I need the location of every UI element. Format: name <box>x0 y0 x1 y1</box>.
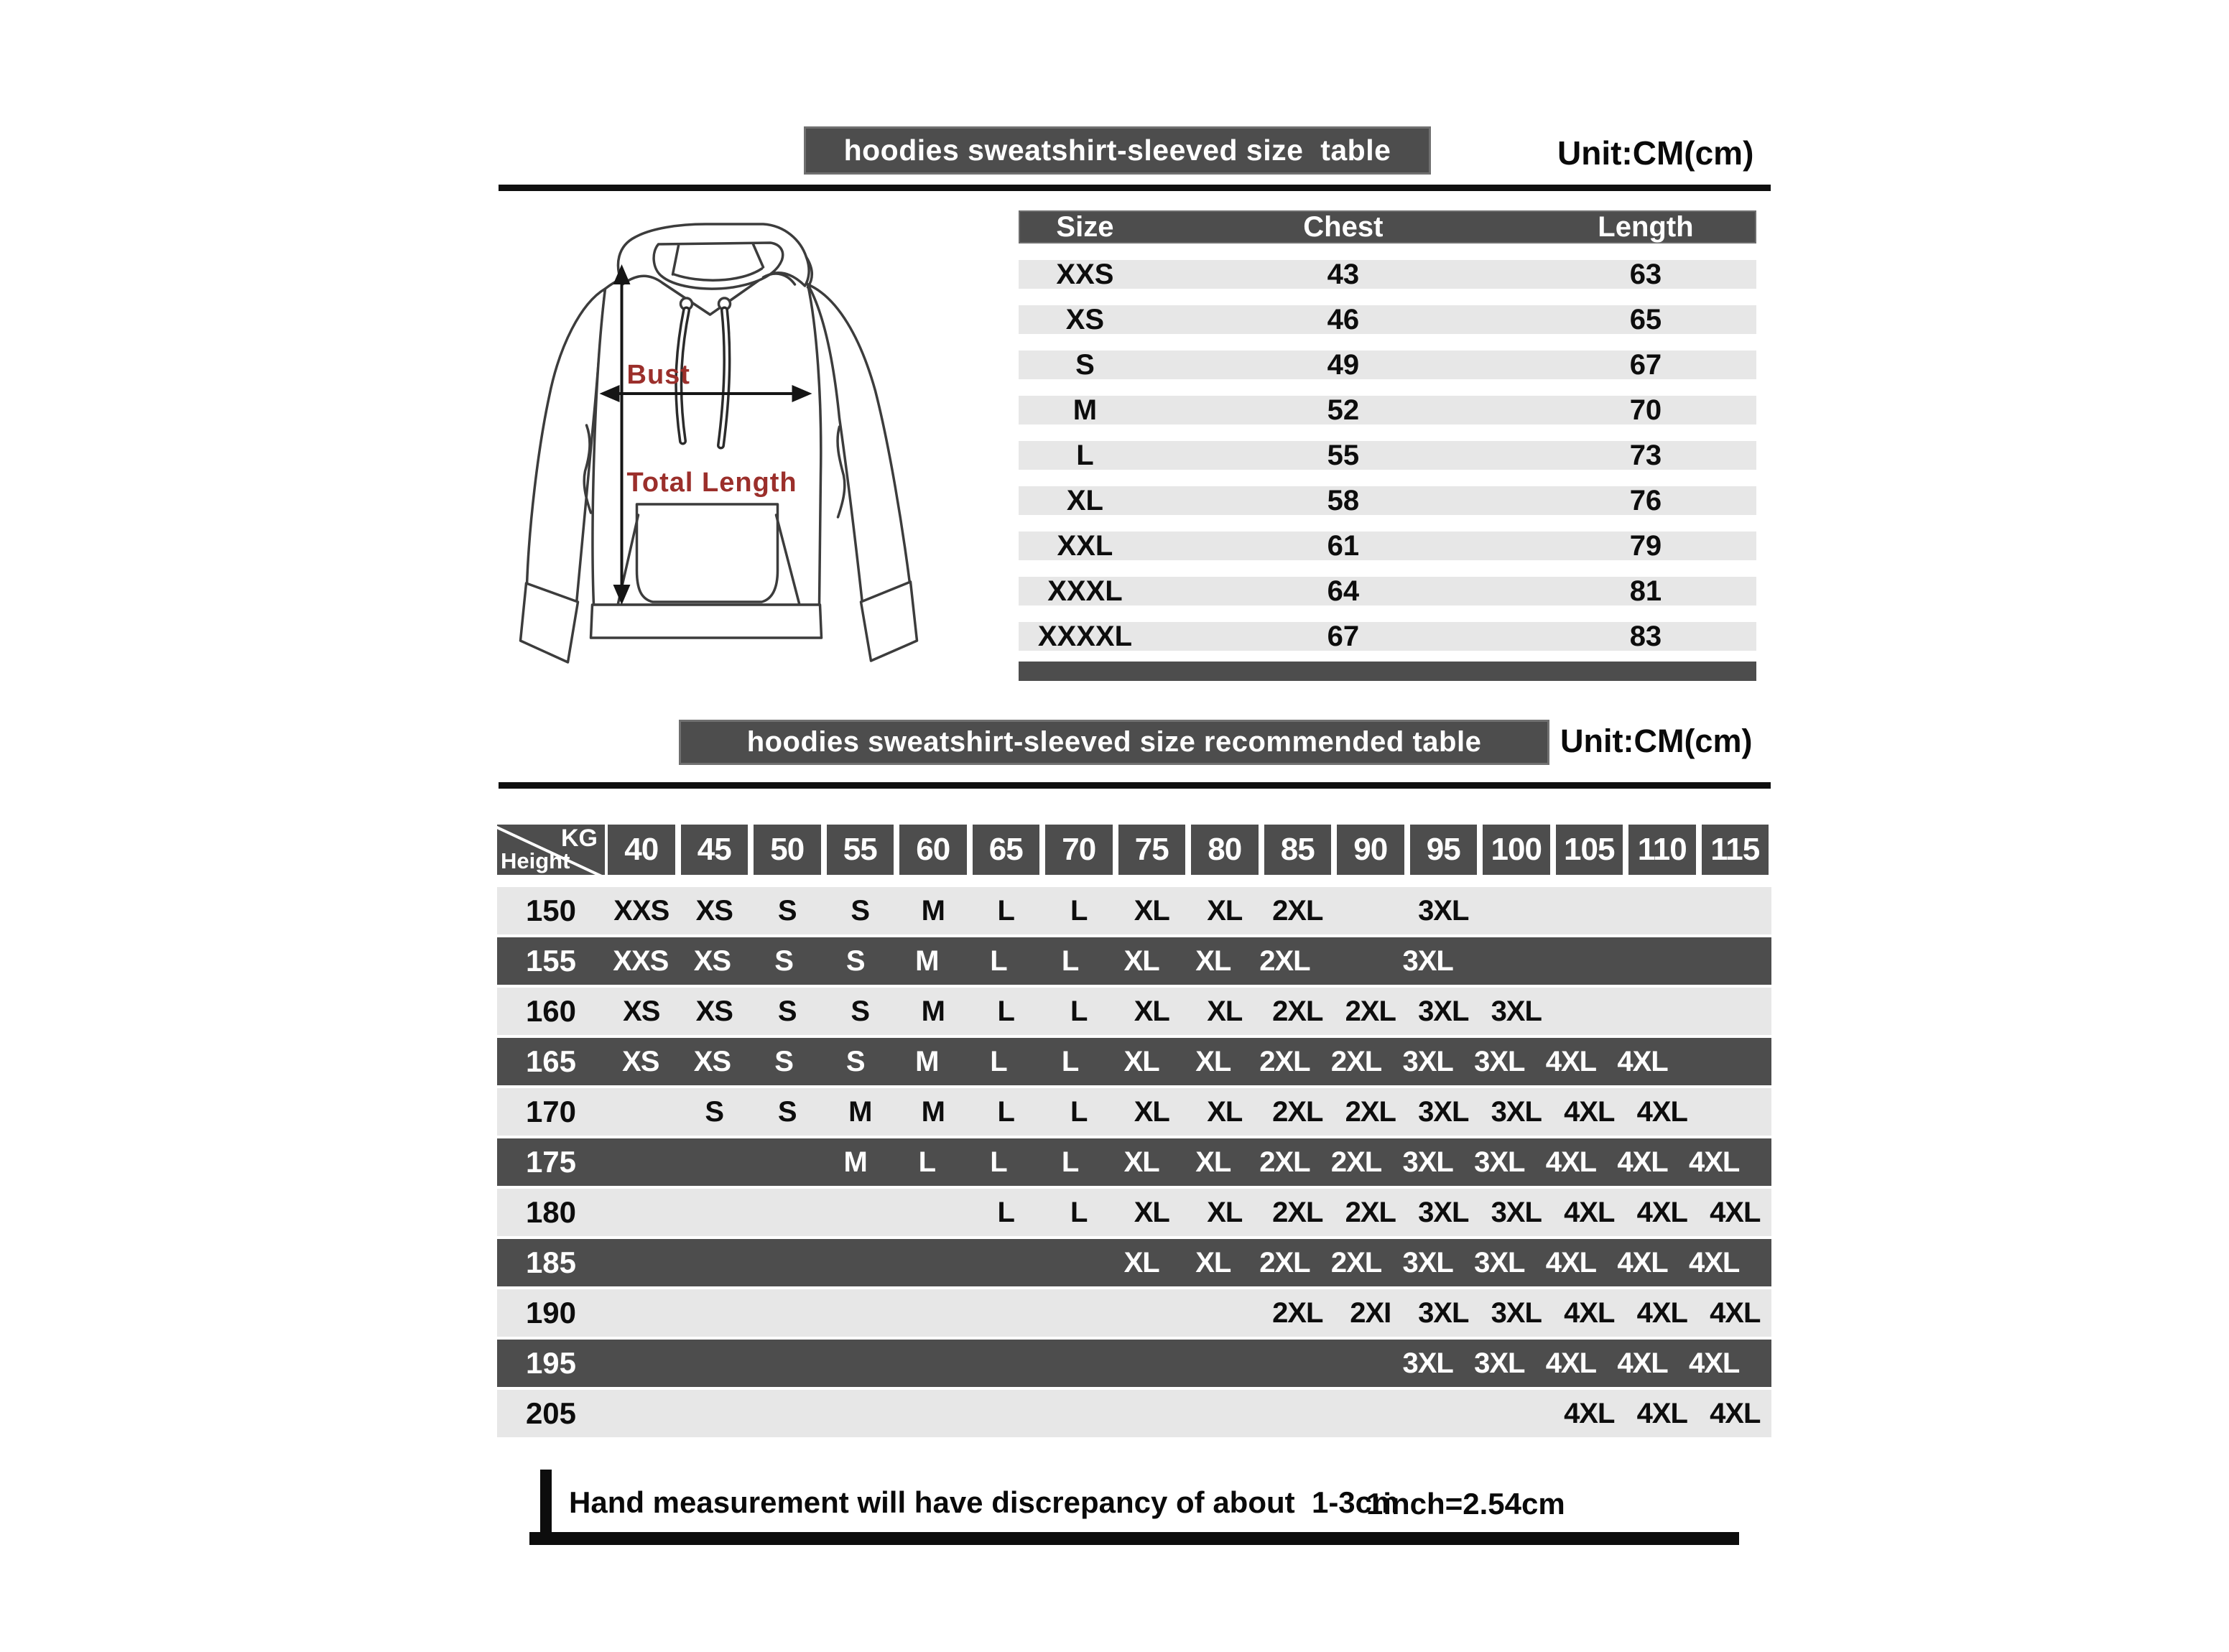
size-recommendation-cell: 3XL <box>1402 1247 1453 1279</box>
matrix-corner-cell <box>497 825 605 875</box>
size-recommendation-cell: S <box>774 1046 793 1077</box>
size-recommendation-cell: 4XL <box>1636 1297 1687 1329</box>
recommendation-row <box>497 1038 1771 1085</box>
size-recommendation-cell: XL <box>1134 996 1169 1027</box>
size-recommendation-cell: L <box>918 1146 936 1178</box>
size-recommendation-cell: XS <box>693 945 731 977</box>
size-table-row <box>1019 486 1756 515</box>
size-recommendation-cell: XL <box>1123 1146 1159 1178</box>
footnote-underline <box>529 1532 1739 1545</box>
size-recommendation-cell: L <box>1070 895 1088 927</box>
size-recommendation-cell: 3XL <box>1474 1146 1525 1178</box>
size-recommendation-cell: 3XL <box>1402 945 1453 977</box>
size-recommendation-cell: M <box>915 1046 939 1077</box>
size-recommendation-cell: 2XL <box>1259 945 1310 977</box>
size-recommendation-cell: 2XL <box>1272 1297 1323 1329</box>
recommendation-row <box>497 1189 1771 1236</box>
size-recommendation-cell: L <box>1070 1197 1088 1228</box>
size-recommendation-cell: 4XL <box>1617 1146 1668 1178</box>
size-table-row <box>1019 577 1756 605</box>
size-recommendation-cell: S <box>777 996 797 1027</box>
size-recommendation-cell: M <box>921 996 945 1027</box>
size-recommendation-cell: 3XL <box>1418 895 1469 927</box>
size-recommendation-cell: 3XL <box>1418 1096 1469 1128</box>
size-value: L <box>1076 440 1094 471</box>
hoodie-measurement-diagram <box>516 203 965 716</box>
recommendation-row <box>497 1289 1771 1337</box>
size-recommendation-cell: XS <box>695 895 733 927</box>
size-recommendation-cell: XL <box>1195 945 1231 977</box>
size-table-title-bar <box>804 126 1431 175</box>
unit-label-top: Unit:CM(cm) <box>1557 134 1754 172</box>
size-recommendation-cell: XL <box>1207 996 1243 1027</box>
size-recommendation-cell: XL <box>1195 1046 1231 1077</box>
size-recommendation-cell: 2XL <box>1330 1146 1382 1178</box>
size-recommendation-cell: S <box>777 895 797 927</box>
length-value: 73 <box>1629 440 1662 471</box>
length-value: 81 <box>1629 575 1662 607</box>
weight-column-header: 45 <box>681 825 749 875</box>
chest-value: 61 <box>1327 530 1360 562</box>
size-recommendation-cell: M <box>921 1096 945 1128</box>
size-recommendation-cell: 3XL <box>1418 1297 1469 1329</box>
recommendation-row <box>497 1088 1771 1136</box>
length-value: 67 <box>1629 349 1662 381</box>
size-recommendation-cell: S <box>705 1096 724 1128</box>
weight-column-header: 50 <box>754 825 821 875</box>
size-recommendation-cell: 4XL <box>1636 1096 1687 1128</box>
size-value: S <box>1075 349 1095 381</box>
size-recommendation-cell: L <box>1061 1046 1079 1077</box>
size-recommendation-cell: M <box>848 1096 872 1128</box>
size-recommendation-cell: 2XL <box>1345 1096 1396 1128</box>
corner-height-label: Height <box>501 848 570 873</box>
size-table-column-header: Size <box>1056 211 1114 243</box>
size-recommendation-cell: 4XL <box>1710 1297 1761 1329</box>
chest-value: 46 <box>1327 304 1360 335</box>
weight-column-header: 100 <box>1483 825 1550 875</box>
size-recommendation-cell: 2XL <box>1272 1197 1323 1228</box>
size-recommendation-cell: S <box>851 996 870 1027</box>
weight-column-header: 110 <box>1628 825 1696 875</box>
length-value: 65 <box>1629 304 1662 335</box>
weight-column-header: 65 <box>973 825 1040 875</box>
size-recommendation-cell: S <box>851 895 870 927</box>
size-table-row <box>1019 622 1756 651</box>
middle-divider-line <box>499 782 1771 789</box>
size-recommendation-cell: L <box>997 1197 1014 1228</box>
size-recommendation-cell: 4XL <box>1689 1146 1740 1178</box>
size-recommendation-cell: L <box>990 945 1007 977</box>
size-recommendation-cell: 4XL <box>1545 1247 1597 1279</box>
size-table-body <box>1019 260 1756 651</box>
size-recommendation-cell: S <box>845 945 865 977</box>
size-table-row <box>1019 532 1756 560</box>
weight-column-header: 60 <box>899 825 967 875</box>
size-recommendation-cell: 3XL <box>1418 1197 1469 1228</box>
size-recommendation-cell: 3XL <box>1474 1347 1525 1379</box>
height-row-label: 205 <box>525 1396 577 1430</box>
size-value: XS <box>1065 304 1105 335</box>
footnote-left-bar <box>540 1470 552 1539</box>
size-recommendation-cell: 2XL <box>1259 1146 1310 1178</box>
size-recommendation-cell: 4XL <box>1545 1146 1597 1178</box>
size-recommendation-cell: XS <box>622 1046 659 1077</box>
inch-conversion-label: 1inch=2.54cm <box>1366 1487 1565 1521</box>
size-value: XXXXL <box>1037 621 1132 652</box>
size-recommendation-cell: 2XL <box>1272 1096 1323 1128</box>
top-divider-line <box>499 185 1771 191</box>
total-length-label: Total Length <box>626 468 797 498</box>
size-recommendation-cell: XL <box>1123 1247 1159 1279</box>
size-recommendation-cell: 3XL <box>1402 1146 1453 1178</box>
height-row-label: 150 <box>525 894 577 927</box>
size-recommendation-cell: 2XL <box>1330 1247 1382 1279</box>
unit-label-bottom: Unit:CM(cm) <box>1560 723 1753 759</box>
recommendation-row <box>497 1390 1771 1437</box>
recommendation-row <box>497 1239 1771 1286</box>
size-recommendation-cell: 4XL <box>1564 1398 1615 1429</box>
size-recommendation-cell: XS <box>695 996 733 1027</box>
size-recommendation-cell: L <box>990 1046 1007 1077</box>
size-recommendation-cell: 3XL <box>1491 1297 1542 1329</box>
chest-value: 43 <box>1327 259 1360 290</box>
size-value: XXL <box>1057 530 1113 562</box>
size-recommendation-cell: 3XL <box>1474 1046 1525 1077</box>
size-recommendation-cell: 3XL <box>1491 1197 1542 1228</box>
size-recommendation-cell: L <box>1070 1096 1088 1128</box>
size-recommendation-cell: XL <box>1123 945 1159 977</box>
length-value: 76 <box>1629 485 1662 516</box>
size-recommendation-cell: 4XL <box>1564 1297 1615 1329</box>
size-recommendation-cell: XL <box>1123 1046 1159 1077</box>
size-table-title: hoodies sweatshirt-sleeved size table <box>843 134 1391 167</box>
height-row-label: 180 <box>525 1195 577 1229</box>
size-recommendation-cell: 4XL <box>1636 1197 1687 1228</box>
corner-kg-label: KG <box>561 825 598 852</box>
recommendation-row <box>497 1138 1771 1186</box>
size-table-column-header: Chest <box>1303 211 1384 243</box>
size-recommendation-cell: 4XL <box>1545 1046 1597 1077</box>
size-recommendation-cell: L <box>990 1146 1007 1178</box>
length-value: 70 <box>1629 394 1662 426</box>
size-recommendation-cell: 4XL <box>1636 1398 1687 1429</box>
size-recommendation-cell: XL <box>1207 1197 1243 1228</box>
chest-value: 52 <box>1327 394 1360 426</box>
size-recommendation-cell: 2XI <box>1350 1297 1391 1329</box>
size-recommendation-cell: M <box>843 1146 867 1178</box>
size-recommendation-cell: 4XL <box>1689 1247 1740 1279</box>
height-row-label: 160 <box>525 994 577 1028</box>
size-recommendation-cell: XL <box>1207 895 1243 927</box>
size-recommendation-cell: 4XL <box>1617 1046 1668 1077</box>
size-recommendation-cell: 4XL <box>1617 1247 1668 1279</box>
size-recommendation-cell: 4XL <box>1545 1347 1597 1379</box>
size-recommendation-cell: 4XL <box>1710 1398 1761 1429</box>
size-recommendation-cell: 2XL <box>1330 1046 1382 1077</box>
height-row-label: 170 <box>525 1095 577 1128</box>
recommendation-row <box>497 988 1771 1035</box>
weight-column-header: 95 <box>1410 825 1478 875</box>
size-recommendation-cell: 3XL <box>1491 1096 1542 1128</box>
size-recommendation-cell: 2XL <box>1272 895 1323 927</box>
size-table-row <box>1019 396 1756 424</box>
size-table-row <box>1019 441 1756 470</box>
size-recommendation-cell: 3XL <box>1402 1347 1453 1379</box>
size-recommendation-cell: 2XL <box>1259 1046 1310 1077</box>
size-recommendation-cell: L <box>997 996 1014 1027</box>
size-recommendation-cell: XXS <box>613 895 669 927</box>
size-recommendation-cell: 2XL <box>1259 1247 1310 1279</box>
size-recommendation-cell: XS <box>623 996 660 1027</box>
size-recommendation-cell: 3XL <box>1491 996 1542 1027</box>
size-recommendation-cell: 4XL <box>1710 1197 1761 1228</box>
length-value: 63 <box>1629 259 1662 290</box>
size-table-footer-bar <box>1019 662 1756 681</box>
weight-column-header: 40 <box>608 825 675 875</box>
weight-column-header: 90 <box>1337 825 1404 875</box>
weight-column-header: 70 <box>1045 825 1113 875</box>
height-row-label: 165 <box>525 1044 577 1078</box>
size-table-column-header: Length <box>1598 211 1694 243</box>
matrix-body <box>497 887 1771 1437</box>
recommendation-row <box>497 937 1771 985</box>
size-table-row <box>1019 351 1756 379</box>
size-recommendation-cell: 2XL <box>1272 996 1323 1027</box>
recommendation-row <box>497 1340 1771 1387</box>
matrix-header-row <box>497 825 1771 875</box>
length-value: 79 <box>1629 530 1662 562</box>
size-recommendation-cell: 3XL <box>1418 996 1469 1027</box>
size-table-header <box>1019 210 1756 243</box>
footnote-text: Hand measurement will have discrepancy of about 1-3cm <box>569 1485 1399 1519</box>
size-value: M <box>1072 394 1098 426</box>
size-recommendation-cell: S <box>777 1096 797 1128</box>
recommended-table-title: hoodies sweatshirt-sleeved size recommended table <box>746 726 1482 758</box>
recommended-size-table <box>497 825 1771 1440</box>
size-recommendation-cell: 4XL <box>1564 1096 1615 1128</box>
size-recommendation-cell: 4XL <box>1617 1347 1668 1379</box>
size-recommendation-cell: 2XL <box>1345 996 1396 1027</box>
size-recommendation-cell: XL <box>1195 1247 1231 1279</box>
chest-value: 64 <box>1327 575 1360 607</box>
size-recommendation-cell: XL <box>1207 1096 1243 1128</box>
chest-value: 49 <box>1327 349 1360 381</box>
size-table <box>1019 210 1756 681</box>
size-value: XXS <box>1056 259 1114 290</box>
recommended-table-title-bar <box>679 720 1549 765</box>
height-row-label: 155 <box>525 944 577 978</box>
size-recommendation-cell: XL <box>1134 1197 1169 1228</box>
recommendation-row <box>497 887 1771 934</box>
size-recommendation-cell: L <box>1070 996 1088 1027</box>
size-recommendation-cell: XXS <box>613 945 669 977</box>
height-row-label: 185 <box>525 1245 577 1279</box>
size-recommendation-cell: M <box>921 895 945 927</box>
bust-label: Bust <box>626 360 690 390</box>
height-row-label: 175 <box>525 1145 577 1179</box>
weight-column-header: 55 <box>827 825 894 875</box>
size-recommendation-cell: 3XL <box>1474 1247 1525 1279</box>
size-recommendation-cell: XL <box>1134 895 1169 927</box>
weight-column-header: 75 <box>1118 825 1186 875</box>
size-recommendation-cell: 3XL <box>1402 1046 1453 1077</box>
size-value: XL <box>1066 485 1103 516</box>
length-value: 83 <box>1629 621 1662 652</box>
chest-value: 55 <box>1327 440 1360 471</box>
size-recommendation-cell: L <box>997 895 1014 927</box>
size-table-row <box>1019 260 1756 289</box>
size-recommendation-cell: S <box>774 945 793 977</box>
chest-value: 58 <box>1327 485 1360 516</box>
size-recommendation-cell: L <box>1061 1146 1079 1178</box>
weight-column-header: 80 <box>1191 825 1259 875</box>
size-recommendation-cell: 4XL <box>1564 1197 1615 1228</box>
size-recommendation-cell: XL <box>1195 1146 1231 1178</box>
size-recommendation-cell: L <box>997 1096 1014 1128</box>
size-recommendation-cell: L <box>1061 945 1079 977</box>
weight-column-header: 85 <box>1264 825 1332 875</box>
size-recommendation-cell: 4XL <box>1689 1347 1740 1379</box>
size-recommendation-cell: 2XL <box>1345 1197 1396 1228</box>
size-table-row <box>1019 305 1756 334</box>
size-recommendation-cell: XS <box>693 1046 731 1077</box>
weight-column-header: 105 <box>1556 825 1623 875</box>
size-recommendation-cell: XL <box>1134 1096 1169 1128</box>
chest-value: 67 <box>1327 621 1360 652</box>
height-row-label: 195 <box>525 1346 577 1380</box>
size-recommendation-cell: S <box>845 1046 865 1077</box>
size-value: XXXL <box>1047 575 1123 607</box>
height-row-label: 190 <box>525 1296 577 1330</box>
size-recommendation-cell: M <box>915 945 939 977</box>
weight-column-header: 115 <box>1702 825 1769 875</box>
